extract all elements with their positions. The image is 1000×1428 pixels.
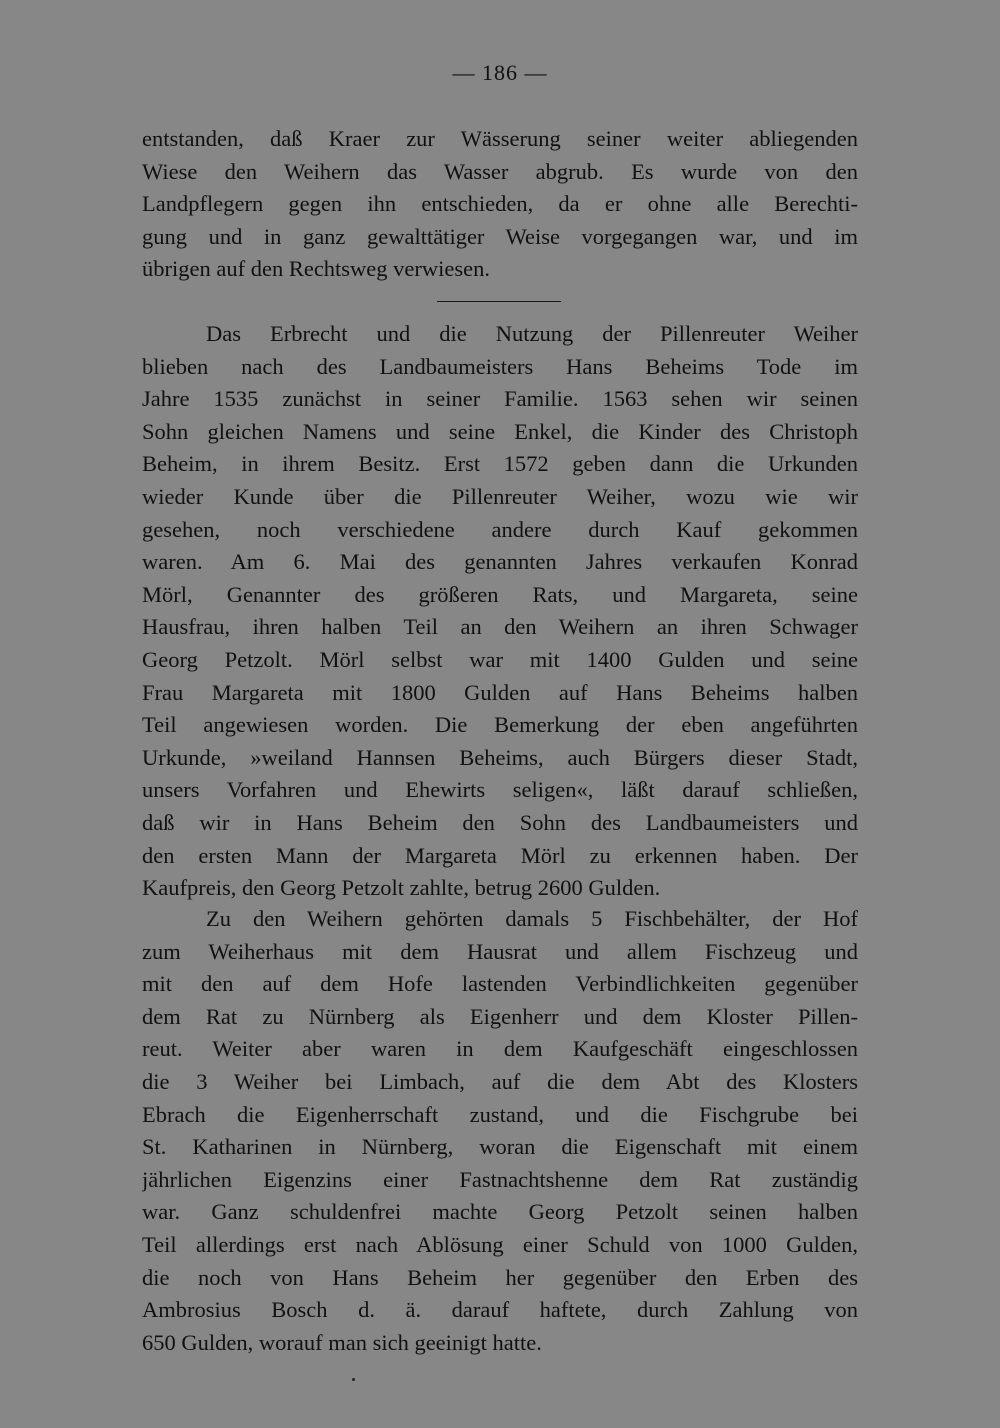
text-line: Teil allerdings erst nach Ablösung einer Schuld von 1000 Gulden,: [142, 1231, 858, 1257]
text-line: Landpflegern gegen ihn entschieden, da er ohne alle Berechti-: [142, 191, 858, 217]
text-line: Georg Petzolt. Mörl selbst war mit 1400 Gulden und seine: [142, 646, 858, 672]
text-line: daß wir in Hans Beheim den Sohn des Landbaumeisters und: [142, 809, 858, 835]
text-line: Hausfrau, ihren halben Teil an den Weihern an ihren Schwager: [142, 614, 858, 640]
text-line: reut. Weiter aber waren in dem Kaufgeschäft eingeschlossen: [142, 1036, 858, 1062]
text-line: Zu den Weihern gehörten damals 5 Fischbehälter, der Hof: [206, 906, 858, 931]
text-line: Teil angewiesen worden. Die Bemerkung der eben angeführten: [142, 712, 858, 738]
section-divider: [437, 301, 561, 302]
text-line: 650 Gulden, worauf man sich geeinigt hatte.: [142, 1329, 542, 1355]
text-line: die 3 Weiher bei Limbach, auf die dem Abt des Klosters: [142, 1068, 858, 1094]
text-line: Beheim, in ihrem Besitz. Erst 1572 geben dann die Urkunden: [142, 451, 858, 477]
paragraph-1: [142, 123, 858, 286]
print-speck: [352, 1378, 355, 1381]
text-line: gung und in ganz gewalttätiger Weise vorgegangen war, und im: [142, 223, 858, 249]
text-line: gesehen, noch verschiedene andere durch Kauf gekommen: [142, 516, 858, 542]
text-line: zum Weiherhaus mit dem Hausrat und allem Fischzeug und: [142, 938, 858, 964]
text-line: Ambrosius Bosch d. ä. darauf haftete, durch Zahlung von: [142, 1297, 858, 1323]
text-line: war. Ganz schuldenfrei machte Georg Petzolt seinen halben: [142, 1199, 858, 1225]
text-line: Frau Margareta mit 1800 Gulden auf Hans Beheims halben: [142, 679, 858, 705]
text-line: mit den auf dem Hofe lastenden Verbindlichkeiten gegenüber: [142, 971, 858, 997]
text-line: St. Katharinen in Nürnberg, woran die Eigenschaft mit einem: [142, 1134, 858, 1160]
text-line: übrigen auf den Rechtsweg verwiesen.: [142, 256, 491, 282]
text-line: Sohn gleichen Namens und seine Enkel, die Kinder des Christoph: [142, 418, 858, 444]
text-line: Kaufpreis, den Georg Petzolt zahlte, betrug 2600 Gulden.: [142, 875, 661, 901]
text-line: Jahre 1535 zunächst in seiner Familie. 1563 sehen wir seinen: [142, 386, 858, 412]
text-line: blieben nach des Landbaumeisters Hans Beheims Tode im: [142, 353, 858, 379]
text-line: jährlichen Eigenzins einer Fastnachtshenne dem Rat zuständig: [142, 1166, 858, 1192]
text-line: dem Rat zu Nürnberg als Eigenherr und dem Kloster Pillen-: [142, 1003, 858, 1029]
text-line: Wiese den Weihern das Wasser abgrub. Es wurde von den: [142, 158, 858, 184]
paragraph-3: [142, 903, 858, 1359]
text-line: den ersten Mann der Margareta Mörl zu erkennen haben. Der: [142, 842, 858, 868]
text-line: Urkunde, »weiland Hannsen Beheims, auch Bürgers dieser Stadt,: [142, 744, 858, 770]
text-line: wieder Kunde über die Pillenreuter Weiher, wozu wie wir: [142, 483, 858, 509]
text-line: Das Erbrecht und die Nutzung der Pillenreuter Weiher: [206, 321, 858, 346]
page-number: — 186 —: [452, 60, 548, 85]
text-line: unsers Vorfahren und Ehewirts seligen«, läßt darauf schließen,: [142, 777, 858, 803]
text-line: waren. Am 6. Mai des genannten Jahres verkaufen Konrad: [142, 549, 858, 575]
text-line: die noch von Hans Beheim her gegenüber den Erben des: [142, 1264, 858, 1290]
text-line: entstanden, daß Kraer zur Wässerung seiner weiter abliegenden: [142, 126, 858, 151]
text-line: Ebrach die Eigenherrschaft zustand, und die Fischgrube bei: [142, 1101, 858, 1127]
paragraph-2: [142, 318, 858, 905]
text-line: Mörl, Genannter des größeren Rats, und Margareta, seine: [142, 581, 858, 607]
